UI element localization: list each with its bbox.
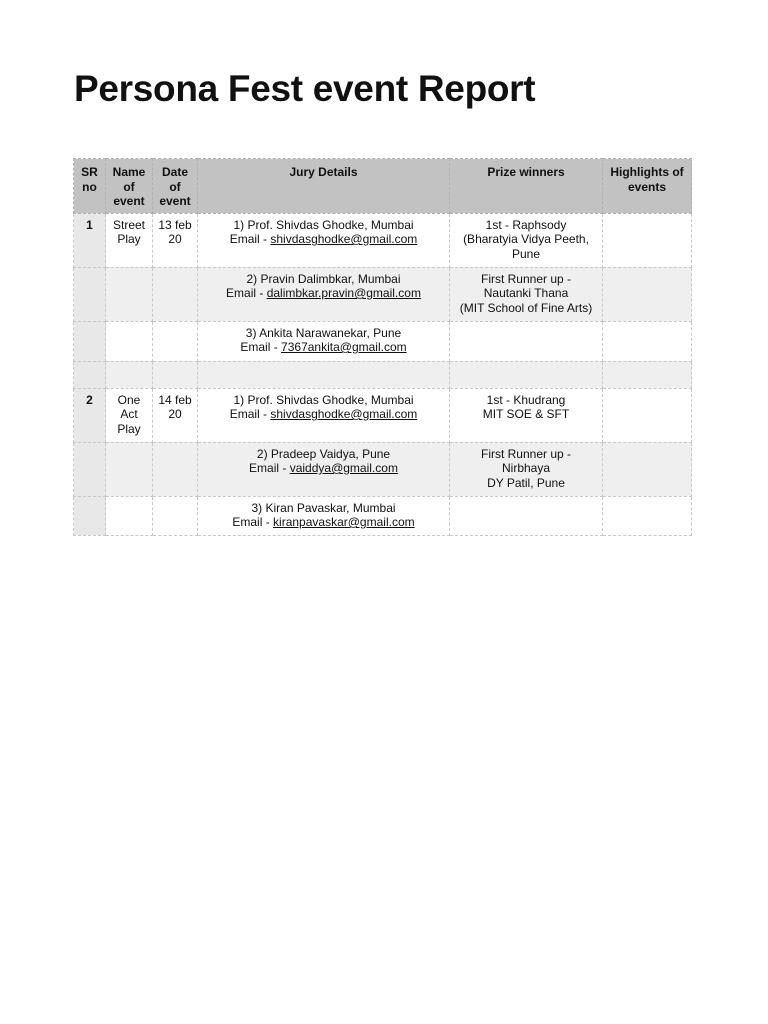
- table-row: [74, 388, 692, 442]
- prize-line: Pune: [511, 246, 541, 261]
- header-jury-details: Jury Details: [198, 159, 450, 214]
- event-date-cell: [153, 442, 198, 496]
- jury-email-link[interactable]: kiranpavaskar@gmail.com: [273, 515, 415, 529]
- table-row: [74, 361, 692, 388]
- jury-name: 1) Prof. Shivdas Ghodke, Mumbai: [233, 217, 414, 232]
- page-title: Persona Fest event Report: [74, 68, 536, 109]
- header-highlights: Highlights of events: [603, 159, 692, 214]
- event-name-cell: One Act Play: [106, 388, 153, 442]
- highlights-cell: [603, 496, 692, 535]
- header-name-of-event: Name of event: [106, 159, 153, 214]
- jury-cell: [198, 388, 450, 442]
- event-date-cell: [153, 361, 198, 388]
- sr-cell: [74, 361, 106, 388]
- prize-cell: [450, 442, 603, 496]
- highlights-cell: [603, 388, 692, 442]
- table-row: [74, 442, 692, 496]
- prize-line: 1st - Khudrang: [486, 392, 566, 407]
- prize-cell: [450, 213, 603, 267]
- jury-email-link[interactable]: 7367ankita@gmail.com: [281, 340, 407, 354]
- header-prize-winners: Prize winners: [450, 159, 603, 214]
- highlights-cell: [603, 321, 692, 361]
- jury-name: 2) Pravin Dalimbkar, Mumbai: [246, 271, 401, 286]
- header-date-of-event: Date of event: [153, 159, 198, 214]
- prize-cell: [450, 496, 603, 535]
- prize-line: First Runner up -: [480, 446, 572, 461]
- highlights-cell: [603, 213, 692, 267]
- sr-cell: [74, 496, 106, 535]
- event-name-cell: [106, 496, 153, 535]
- highlights-cell: [603, 267, 692, 321]
- prize-line: (Bharatyia Vidya Peeth,: [463, 232, 589, 246]
- sr-cell: 1: [74, 213, 106, 267]
- event-name-cell: [106, 442, 153, 496]
- prize-cell: [450, 388, 603, 442]
- jury-email-link[interactable]: vaiddya@gmail.com: [289, 461, 398, 475]
- event-name-cell: Street Play: [106, 213, 153, 267]
- table-header-row: [74, 159, 692, 214]
- email-label: Email -: [232, 515, 274, 529]
- jury-cell: [198, 213, 450, 267]
- jury-name: 1) Prof. Shivdas Ghodke, Mumbai: [233, 392, 414, 407]
- jury-name: 3) Kiran Pavaskar, Mumbai: [251, 500, 396, 515]
- sr-cell: [74, 321, 106, 361]
- event-date-cell: [153, 496, 198, 535]
- event-date-cell: [153, 321, 198, 361]
- prize-line: 1st - Raphsody: [485, 217, 567, 232]
- event-date-cell: 14 feb 20: [153, 388, 198, 442]
- table-row: [74, 267, 692, 321]
- prize-line: MIT SOE & SFT: [482, 407, 570, 421]
- prize-line: First Runner up -: [480, 271, 572, 286]
- jury-email-link[interactable]: shivdasghodke@gmail.com: [270, 407, 418, 421]
- prize-line: DY Patil, Pune: [487, 475, 565, 490]
- highlights-cell: [603, 442, 692, 496]
- jury-cell: [198, 321, 450, 361]
- sr-cell: [74, 442, 106, 496]
- sr-cell: [74, 267, 106, 321]
- table-row: [74, 213, 692, 267]
- event-report-table: [73, 158, 692, 536]
- event-date-cell: 13 feb 20: [153, 213, 198, 267]
- jury-name: 2) Pradeep Vaidya, Pune: [256, 446, 391, 461]
- prize-cell: [450, 321, 603, 361]
- jury-cell: [198, 267, 450, 321]
- table-row: [74, 321, 692, 361]
- prize-line: (MIT School of Fine Arts): [459, 300, 593, 315]
- jury-name: 3) Ankita Narawanekar, Pune: [245, 325, 402, 340]
- jury-cell: [198, 361, 450, 388]
- prize-cell: [450, 267, 603, 321]
- prize-cell: [450, 361, 603, 388]
- email-label: Email -: [229, 232, 271, 246]
- jury-email-link[interactable]: dalimbkar.pravin@gmail.com: [266, 286, 421, 300]
- email-label: Email -: [240, 340, 282, 354]
- jury-email-link[interactable]: shivdasghodke@gmail.com: [270, 232, 418, 246]
- email-label: Email -: [229, 407, 271, 421]
- table-row: [74, 496, 692, 535]
- email-label: Email -: [226, 286, 267, 300]
- jury-cell: [198, 442, 450, 496]
- highlights-cell: [603, 361, 692, 388]
- event-name-cell: [106, 267, 153, 321]
- event-name-cell: [106, 321, 153, 361]
- email-label: Email -: [249, 461, 290, 475]
- event-name-cell: [106, 361, 153, 388]
- prize-line: Nirbhaya: [501, 461, 551, 475]
- sr-cell: 2: [74, 388, 106, 442]
- jury-cell: [198, 496, 450, 535]
- event-date-cell: [153, 267, 198, 321]
- prize-line: Nautanki Thana: [483, 286, 569, 300]
- header-sr-no: SR no: [74, 159, 106, 214]
